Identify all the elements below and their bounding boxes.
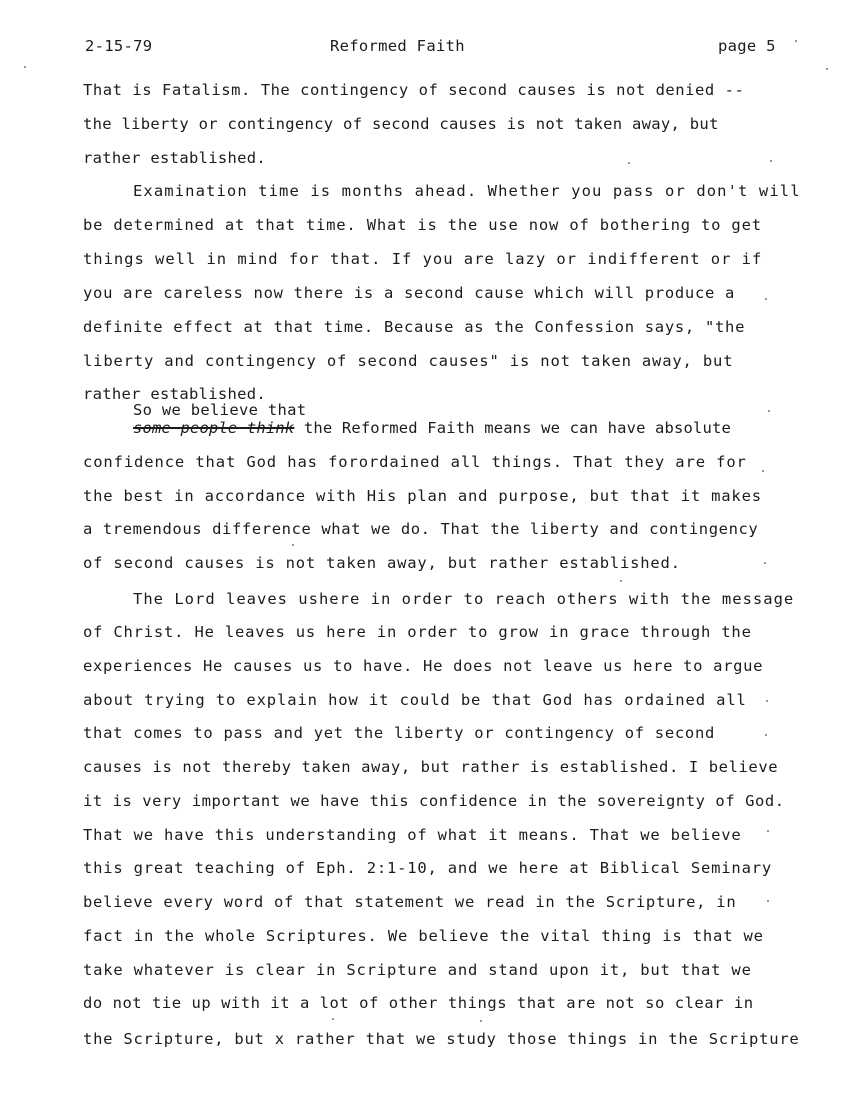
text-line: fact in the whole Scriptures. We believe the vital thing is that we	[83, 927, 764, 945]
text-line: do not tie up with it a lot of other things that are not so clear in	[83, 994, 754, 1012]
text-line: about trying to explain how it could be that God has ordained all	[83, 691, 747, 709]
text-line: causes is not thereby taken away, but rather is established. I believe	[83, 758, 779, 776]
text-line: this great teaching of Eph. 2:1-10, and we here at Biblical Seminary	[83, 859, 772, 877]
text-line: believe every word of that statement we read in the Scripture, in	[83, 893, 737, 911]
inserted-text-line: So we believe that	[133, 401, 307, 419]
paper-speck	[795, 40, 797, 42]
text-line: experiences He causes us to have. He does not leave us here to argue	[83, 657, 764, 675]
text-line: that comes to pass and yet the liberty or contingency of second	[83, 724, 716, 742]
paper-speck	[767, 830, 769, 832]
text-line: of second causes is not taken away, but rather established.	[83, 554, 681, 572]
paper-speck	[332, 1018, 334, 1020]
text-line: confidence that God has forordained all things. That they are for	[83, 453, 747, 471]
text-line: definite effect at that time. Because as the Confession says, "the	[83, 318, 746, 336]
text-line: That we have this understanding of what it means. That we believe	[83, 826, 742, 844]
text-line: Examination time is months ahead. Whether you pass or don't will	[133, 182, 801, 200]
paper-speck	[766, 700, 768, 702]
paper-speck	[765, 298, 767, 300]
text-line: rather established.	[83, 385, 267, 403]
text-line: liberty and contingency of second causes" is not taken away, but	[83, 352, 734, 370]
paper-speck	[764, 562, 766, 564]
paper-speck	[770, 160, 772, 162]
text-line: things well in mind for that. If you are lazy or indifferent or if	[83, 250, 763, 268]
text-line: be determined at that time. What is the use now of bothering to get	[83, 216, 762, 234]
paper-speck	[762, 470, 764, 472]
paper-speck	[24, 66, 26, 68]
text-line: of Christ. He leaves us here in order to grow in grace through the	[83, 623, 752, 641]
paper-speck	[628, 162, 630, 164]
paper-speck	[768, 410, 770, 412]
text-line-with-strikeout	[133, 419, 731, 437]
text-line: the liberty or contingency of second causes is not taken away, but	[83, 115, 719, 133]
text-line: the Scripture, but x rather that we study those things in the Scripture	[83, 1030, 800, 1048]
text-line: That is Fatalism. The contingency of second causes is not denied --	[83, 81, 745, 99]
text-line-continuation: the Reformed Faith means we can have absolute	[294, 419, 731, 437]
header-title: Reformed Faith	[330, 37, 465, 55]
paper-speck	[620, 580, 622, 582]
paper-speck	[765, 734, 767, 736]
paper-speck	[767, 900, 769, 902]
text-line: the best in accordance with His plan and purpose, but that it makes	[83, 487, 762, 505]
paper-speck	[292, 544, 294, 546]
text-line: take whatever is clear in Scripture and stand upon it, but that we	[83, 961, 752, 979]
struck-out-text: some people think	[133, 419, 295, 437]
text-line: it is very important we have this confidence in the sovereignty of God.	[83, 792, 785, 810]
text-line: rather established.	[83, 149, 267, 167]
paper-speck	[480, 1020, 482, 1022]
text-line: a tremendous difference what we do. That the liberty and contingency	[83, 520, 759, 538]
header-page-number: page 5	[718, 37, 776, 55]
text-line: The Lord leaves ushere in order to reach others with the message	[133, 590, 795, 608]
header-date: 2-15-79	[85, 37, 153, 55]
text-line: you are careless now there is a second cause which will produce a	[83, 284, 736, 302]
paper-speck	[826, 68, 828, 70]
